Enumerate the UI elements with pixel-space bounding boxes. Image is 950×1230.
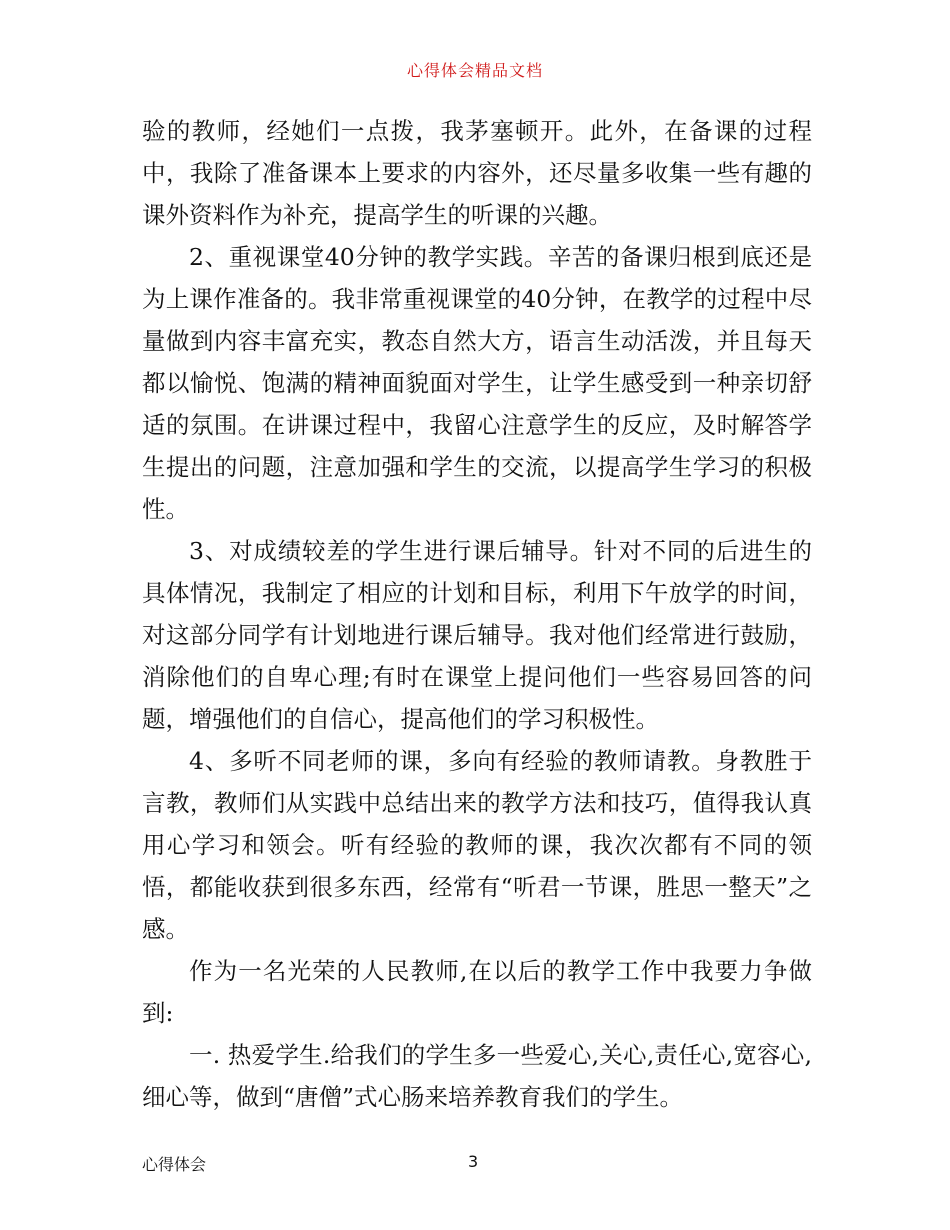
paragraph-continuation: 验的教师，经她们一点拨，我茅塞顿开。此外，在备课的过程中，我除了准备课本上要求的内容外，还尽量多收集一些有趣的课外资料作为补充，提高学生的听课的兴趣。 (142, 117, 812, 229)
document-header-title: 心得体会精品文档 (406, 61, 543, 80)
paragraph-item-2: 2、重视课堂40分钟的教学实践。辛苦的备课归根到底还是为上课作准备的。我非常重视课堂的40分钟，在教学的过程中尽量做到内容丰富充实，教态自然大方，语言生动活泼，并且每天都以愉悦、饱满的精神面貌面对学生，让学生感受到一种亲切舒适的氛围。在讲课过程中，我留心注意学生的反应，及时解答学生提出的问题，注意加强和学生的交流，以提高学生学习的积极性。 (142, 243, 812, 523)
footer-label: 心得体会 (142, 1155, 207, 1174)
paragraph-intro-goals: 作为一名光荣的人民教师,在以后的教学工作中我要力争做到: (142, 957, 812, 1027)
document-body (142, 110, 812, 1118)
paragraph-item-4: 4、多听不同老师的课，多向有经验的教师请教。身教胜于言教，教师们从实践中总结出来的教学方法和技巧，值得我认真用心学习和领会。听有经验的教师的课，我次次都有不同的领悟，都能收获到很多东西，经常有“听君一节课，胜思一整天”之感。 (142, 747, 812, 943)
paragraph-item-3: 3、对成绩较差的学生进行课后辅导。针对不同的后进生的具体情况，我制定了相应的计划和目标，利用下午放学的时间，对这部分同学有计划地进行课后辅导。我对他们经常进行鼓励，消除他们的自卑心理;有时在课堂上提问他们一些容易回答的问题，增强他们的自信心，提高他们的学习积极性。 (142, 537, 812, 733)
page-number: 3 (468, 1152, 479, 1171)
paragraph-goal-1: 一. 热爱学生.给我们的学生多一些爱心,关心,责任心,宽容心,细心等，做到“唐僧”式心肠来培养教育我们的学生。 (142, 1041, 812, 1111)
